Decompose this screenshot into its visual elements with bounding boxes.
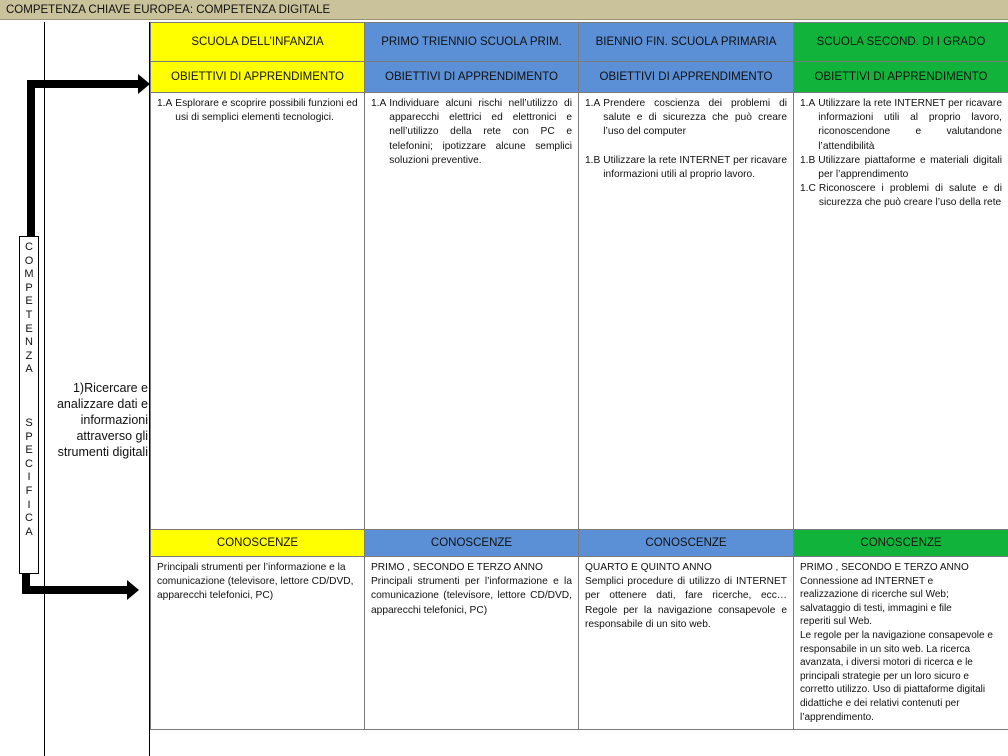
objective-text: Riconoscere i problemi di salute e di sicurezza che può creare l’uso della rete xyxy=(818,183,1002,209)
objective-number: 1.A xyxy=(371,98,387,109)
objective-text: Esplorare e scoprire possibili funzioni ed usi di semplici elementi tecnologici. xyxy=(175,98,358,124)
objective-number: 1.A xyxy=(800,98,816,109)
objectives-cell xyxy=(151,93,365,530)
knowledge-cell xyxy=(151,557,365,730)
objective-item xyxy=(585,154,787,182)
knowledge-text-line: Connessione ad INTERNET e xyxy=(800,575,934,587)
arrow-right-icon xyxy=(127,580,139,600)
knowledge-text: Semplici procedure di utilizzo di INTERNET per ottenere dati, fare ricerche, ecc… Regole per la navigazione consapevole e responsabile di un sito web. xyxy=(585,576,787,630)
header-biennio-finale: BIENNIO FIN. SCUOLA PRIMARIA xyxy=(579,23,794,62)
side-letter: C xyxy=(25,512,33,525)
objective-item xyxy=(371,97,572,168)
side-letter: E xyxy=(25,295,33,308)
knowledge-heading: QUARTO E QUINTO ANNO xyxy=(585,562,712,573)
objective-item xyxy=(157,97,358,125)
objective-text: Utilizzare piattaforme e materiali digitali per l’apprendimento xyxy=(818,154,1002,181)
side-letter: A xyxy=(25,363,33,376)
objective-text: Utilizzare la rete INTERNET per ricavare informazioni utili al proprio lavoro, riconoscendone e valutandone l’attendibilità xyxy=(818,98,1002,152)
knowledge-text: Principali strumenti per l’informazione e la comunicazione (televisore, lettore CD/DVD, apparecchi telefonici, PC) xyxy=(157,562,354,602)
knowledge-heading: PRIMO , SECONDO E TERZO ANNO xyxy=(371,562,543,573)
objectives-label: OBIETTIVI DI APPRENDIMENTO xyxy=(794,62,1008,93)
side-letter: C xyxy=(25,241,33,253)
arrow-knowledge-horizontal xyxy=(22,586,128,594)
knowledge-label: CONOSCENZE xyxy=(151,530,365,557)
side-letter: Z xyxy=(25,349,33,362)
objectives-label: OBIETTIVI DI APPRENDIMENTO xyxy=(365,62,579,93)
side-letter: O xyxy=(24,254,34,267)
objectives-label: OBIETTIVI DI APPRENDIMENTO xyxy=(151,62,365,93)
objective-item xyxy=(800,97,1002,154)
curriculum-table xyxy=(150,22,1008,730)
side-letter: I xyxy=(27,498,31,511)
knowledge-label: CONOSCENZE xyxy=(365,530,579,557)
objective-number: 1.B xyxy=(800,154,816,166)
objectives-cell xyxy=(579,93,794,530)
header-scuola-infanzia: SCUOLA DELL’INFANZIA xyxy=(151,23,365,62)
side-gap xyxy=(20,377,38,417)
side-letter: A xyxy=(25,525,33,538)
document-title: COMPETENZA CHIAVE EUROPEA: COMPETENZA DIGITALE xyxy=(0,0,1008,20)
objective-text: Individuare alcuni rischi nell’utilizzo di apparecchi elettrici ed elettronici e nell’utilizzo della rete con PC e telefonini; ipotizzare alcune semplici soluzioni preventive. xyxy=(389,98,572,166)
side-letter: E xyxy=(25,322,33,335)
side-letter: P xyxy=(25,281,33,294)
side-letter: T xyxy=(25,308,33,321)
objectives-cell xyxy=(365,93,579,530)
knowledge-cell xyxy=(579,557,794,730)
objectives-label: OBIETTIVI DI APPRENDIMENTO xyxy=(579,62,794,93)
spacer xyxy=(585,140,787,154)
objective-number: 1.B xyxy=(585,154,601,166)
objective-text: Utilizzare la rete INTERNET per ricavare informazioni utili al proprio lavoro. xyxy=(603,154,787,180)
objective-item xyxy=(800,182,1002,210)
knowledge-text-line: Le regole per la navigazione consapevole e responsabile in un sito web. La ricerca avanzata, i diversi motori di ricerca e le principali strategie per un loro sicuro e corretto utilizzo. Uso di piattaforme digitali didattiche e dei relativi contenuti per l’apprendimento. xyxy=(800,629,993,723)
side-letter: P xyxy=(25,430,33,443)
knowledge-text: Principali strumenti per l’informazione e la comunicazione (televisore, lettore CD/DVD, apparecchi telefonici, PC) xyxy=(371,576,572,616)
side-letter: S xyxy=(25,416,33,429)
knowledge-cell xyxy=(794,557,1008,730)
knowledge-heading: PRIMO , SECONDO E TERZO ANNO xyxy=(800,562,969,573)
objective-text: Prendere coscienza dei problemi di salute e di sicurezza che può creare l’uso del computer xyxy=(603,98,787,138)
arrow-objectives-horizontal xyxy=(27,80,139,88)
objectives-cell xyxy=(794,93,1008,530)
side-letter: C xyxy=(25,457,33,470)
objective-number: 1.A xyxy=(585,98,601,109)
left-border-line xyxy=(44,22,45,756)
objective-number: 1.A xyxy=(157,98,173,109)
side-letter: N xyxy=(25,336,33,349)
competence-title: 1)Ricercare e analizzare dati e informazioni attraverso gli strumenti digitali xyxy=(56,381,148,459)
objective-item xyxy=(585,97,787,140)
knowledge-label: CONOSCENZE xyxy=(579,530,794,557)
arrow-right-icon xyxy=(138,74,150,94)
side-letter: E xyxy=(25,444,33,457)
side-letter: F xyxy=(25,484,33,497)
header-primo-triennio: PRIMO TRIENNIO SCUOLA PRIM. xyxy=(365,23,579,62)
arrow-objectives-vertical xyxy=(27,80,35,238)
side-letter: M xyxy=(24,268,34,281)
objective-item xyxy=(800,154,1002,182)
knowledge-label: CONOSCENZE xyxy=(794,530,1008,557)
knowledge-text-line: realizzazione di ricerche sul Web; xyxy=(800,589,949,601)
knowledge-text-line: salvataggio di testi, immagini e file xyxy=(800,602,952,614)
knowledge-text-line: reperiti sul Web. xyxy=(800,616,873,628)
competenza-specifica-label xyxy=(19,236,39,574)
objective-number: 1.C xyxy=(800,183,816,195)
header-scuola-secondaria: SCUOLA SECOND. DI I GRADO xyxy=(794,23,1008,62)
side-letter: I xyxy=(27,471,31,484)
knowledge-cell xyxy=(365,557,579,730)
